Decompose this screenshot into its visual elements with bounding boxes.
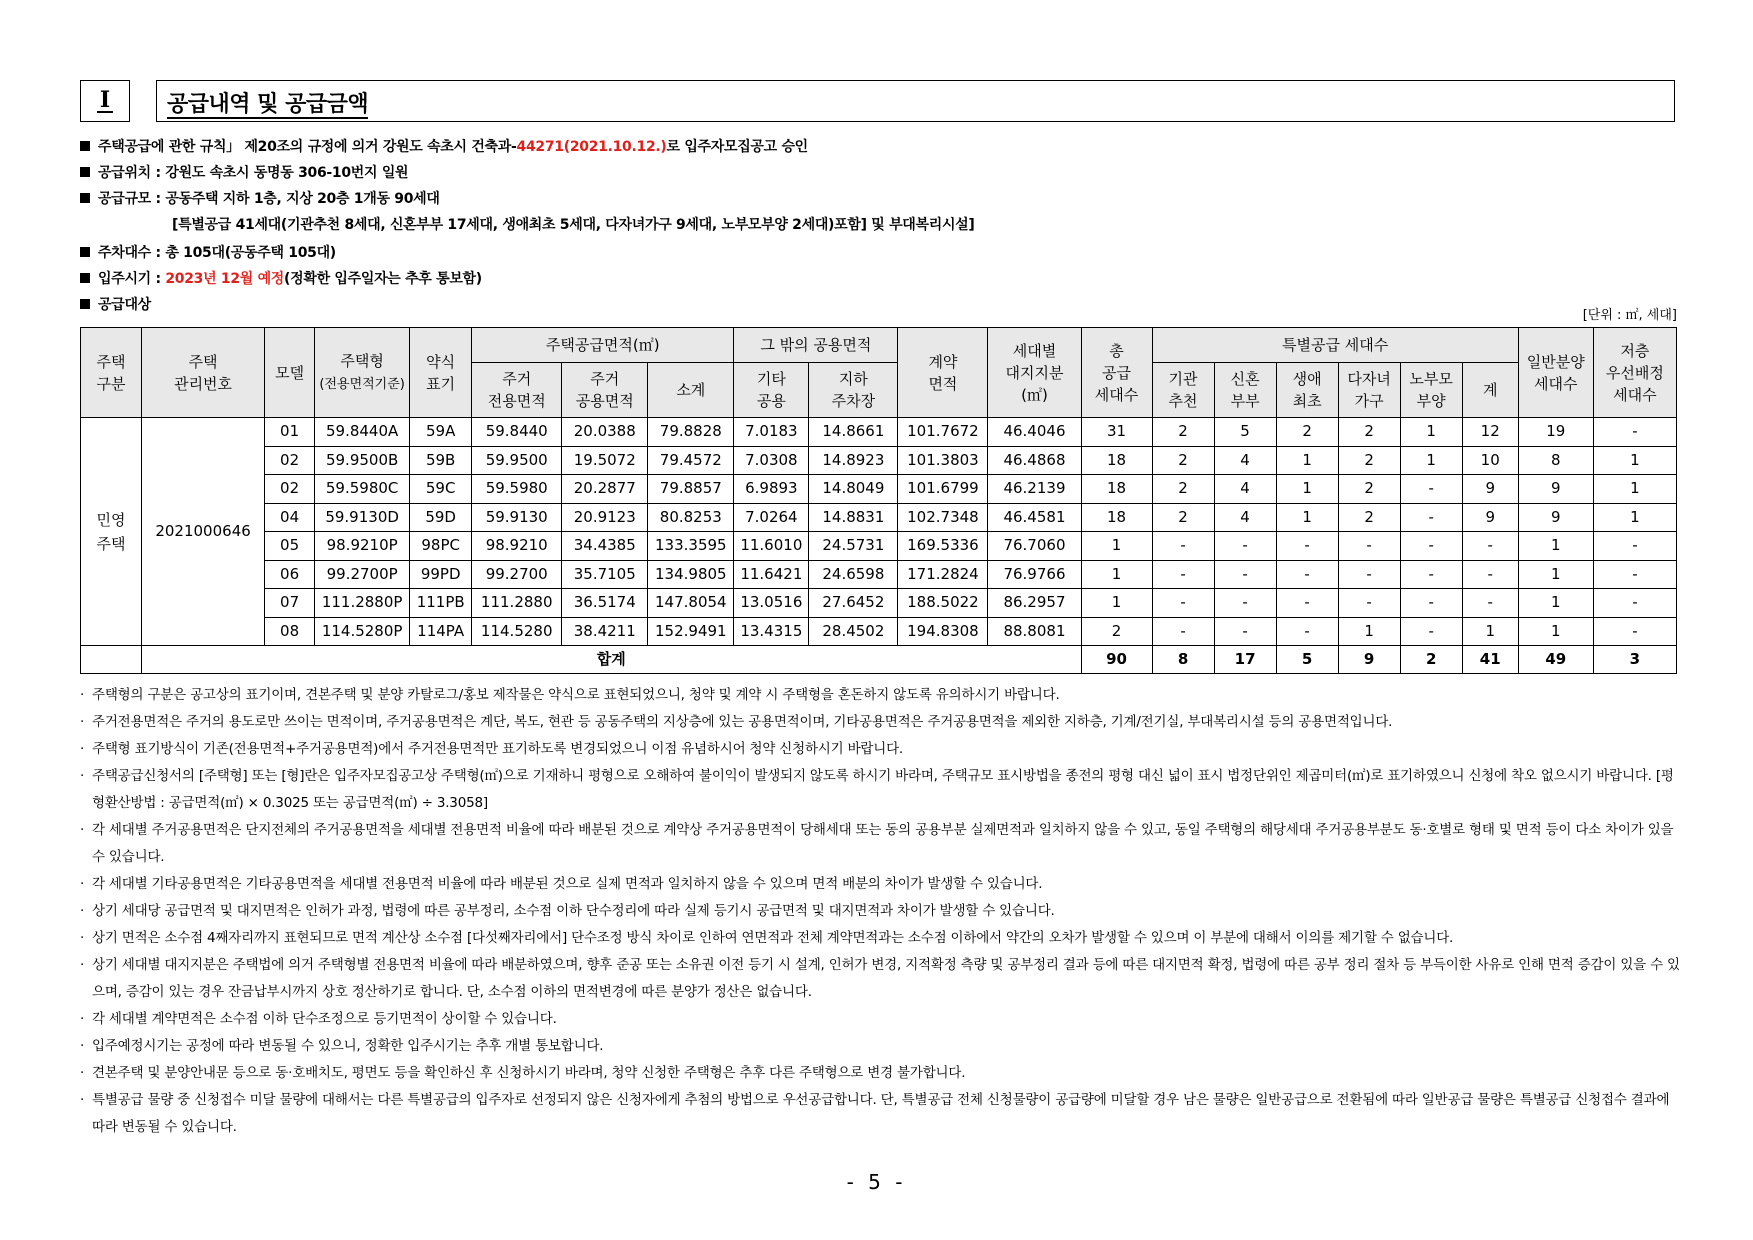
cell-sum: - xyxy=(1462,589,1518,618)
cell-general: 1 xyxy=(1518,532,1593,561)
cell-type: 99.2700P xyxy=(315,560,410,589)
cell-multi-child: - xyxy=(1338,589,1400,618)
cell-low-floor: 1 xyxy=(1593,503,1676,532)
total-label: 합계 xyxy=(142,646,1081,674)
cell-abbr: 114PA xyxy=(410,617,472,646)
cell-subtotal: 79.8857 xyxy=(648,475,734,504)
cell-low-floor: - xyxy=(1593,532,1676,561)
note-item xyxy=(80,871,1680,898)
cell-contract: 102.7348 xyxy=(898,503,988,532)
cell-total: 31 xyxy=(1081,418,1152,447)
cell-etc: 11.6010 xyxy=(734,532,809,561)
info-target-text: 공급대상 xyxy=(98,297,151,313)
cell-low-floor: 1 xyxy=(1593,446,1676,475)
info-scale-detail xyxy=(172,214,975,234)
cell-sum: 9 xyxy=(1462,503,1518,532)
info-parking-text: 주차대수 : 총 105대(공동주택 105대) xyxy=(98,245,336,261)
header-first-life: 생애 최초 xyxy=(1276,363,1338,418)
total-new: 17 xyxy=(1214,646,1276,674)
note-bullet: · xyxy=(80,930,85,946)
info-location xyxy=(80,162,408,182)
cell-excl: 59.9130 xyxy=(472,503,562,532)
cell-newlywed: - xyxy=(1214,617,1276,646)
cell-inst: 2 xyxy=(1152,503,1214,532)
total-sum: 41 xyxy=(1462,646,1518,674)
page-number: - 5 - xyxy=(846,1170,907,1194)
cell-abbr: 59B xyxy=(410,446,472,475)
move-in-date: 2023년 12월 예정 xyxy=(165,271,285,287)
cell-sum: 10 xyxy=(1462,446,1518,475)
header-special-units: 특별공급 세대수 xyxy=(1152,328,1518,363)
note-text: 특별공급 물량 중 신청접수 미달 물량에 대해서는 다른 특별공급의 입주자로 선정되지 않은 신청자에게 추첨의 방법으로 우선공급합니다. 단, 특별공급 전체 신청물량이 공급량에 미달할 경우 남은 물량은 일반공급으로 전환됨에 따라 일반공급 물량은 특별공급 신청접수 결과에 따라 변동될 수 있습니다. xyxy=(92,1092,1670,1135)
header-model: 모델 xyxy=(265,328,315,418)
info-target xyxy=(80,294,151,314)
cell-common: 20.2877 xyxy=(562,475,648,504)
cell-total: 1 xyxy=(1081,589,1152,618)
notes-list xyxy=(80,682,1680,1141)
section-title xyxy=(167,87,368,118)
cell-type: 114.5280P xyxy=(315,617,410,646)
table-row xyxy=(81,446,1677,475)
header-multi-child: 다자녀 가구 xyxy=(1338,363,1400,418)
cell-subtotal: 147.8054 xyxy=(648,589,734,618)
note-bullet: · xyxy=(80,957,85,973)
cell-newlywed: - xyxy=(1214,560,1276,589)
cell-land: 88.8081 xyxy=(988,617,1081,646)
header-abbr: 약식 표기 xyxy=(410,328,472,418)
cell-elderly: - xyxy=(1400,475,1462,504)
cell-parking: 27.6452 xyxy=(809,589,898,618)
unit-label: [단위 : ㎡, 세대] xyxy=(1582,308,1677,323)
info-regulation xyxy=(80,136,808,156)
cell-inst: - xyxy=(1152,532,1214,561)
header-house-type xyxy=(315,328,410,418)
cell-elderly: - xyxy=(1400,532,1462,561)
note-bullet: · xyxy=(80,714,85,730)
section-title-box xyxy=(156,80,1675,122)
note-item xyxy=(80,952,1680,1006)
cell-newlywed: 4 xyxy=(1214,446,1276,475)
cell-inst: - xyxy=(1152,589,1214,618)
cell-multi-child: 2 xyxy=(1338,418,1400,447)
cell-parking: 24.6598 xyxy=(809,560,898,589)
cell-subtotal: 134.9805 xyxy=(648,560,734,589)
cell-contract: 171.2824 xyxy=(898,560,988,589)
cell-sum: 9 xyxy=(1462,475,1518,504)
cell-first-life: 1 xyxy=(1276,503,1338,532)
approval-number: 44271(2021.10.12.) xyxy=(516,139,667,155)
cell-elderly: - xyxy=(1400,503,1462,532)
note-item xyxy=(80,736,1680,763)
cell-low-floor: 1 xyxy=(1593,475,1676,504)
cell-general: 1 xyxy=(1518,589,1593,618)
note-text: 상기 면적은 소수점 4째자리까지 표현되므로 면적 계산상 소수점 [다섯째자리에서] 단수조정 방식 차이로 인하여 연면적과 전체 계약면적과는 소수점 이하에서 약간의 오차가 발생할 수 있으며 이 부분에 대해서 이의를 제기할 수 없습니다. xyxy=(92,930,1454,946)
cell-contract: 101.6799 xyxy=(898,475,988,504)
cell-general: 19 xyxy=(1518,418,1593,447)
cell-elderly: 1 xyxy=(1400,418,1462,447)
cell-common: 34.4385 xyxy=(562,532,648,561)
cell-subtotal: 79.4572 xyxy=(648,446,734,475)
cell-multi-child: 2 xyxy=(1338,446,1400,475)
table-row xyxy=(81,475,1677,504)
note-item xyxy=(80,763,1680,817)
cell-common: 38.4211 xyxy=(562,617,648,646)
cell-inst: 2 xyxy=(1152,446,1214,475)
total-inst: 8 xyxy=(1152,646,1214,674)
cell-low-floor: - xyxy=(1593,418,1676,447)
info-scale-detail-text: [특별공급 41세대(기관추천 8세대, 신혼부부 17세대, 생애최초 5세대, 다자녀가구 9세대, 노부모부양 2세대)포함] 및 부대복리시설] xyxy=(172,217,975,233)
cell-type: 98.9210P xyxy=(315,532,410,561)
header-sum: 계 xyxy=(1462,363,1518,418)
cell-type: 59.9130D xyxy=(315,503,410,532)
cell-land: 46.4046 xyxy=(988,418,1081,447)
note-bullet: · xyxy=(80,1092,85,1108)
note-item xyxy=(80,1006,1680,1033)
mgmt-no-cell: 2021000646 xyxy=(142,418,265,646)
cell-abbr: 111PB xyxy=(410,589,472,618)
note-bullet: · xyxy=(80,876,85,892)
cell-common: 36.5174 xyxy=(562,589,648,618)
note-bullet: · xyxy=(80,822,85,838)
cell-contract: 101.7672 xyxy=(898,418,988,447)
cell-excl: 111.2880 xyxy=(472,589,562,618)
cell-model: 02 xyxy=(265,446,315,475)
note-bullet: · xyxy=(80,741,85,757)
cell-parking: 14.8923 xyxy=(809,446,898,475)
cell-low-floor: - xyxy=(1593,617,1676,646)
header-other-common: 그 밖의 공용면적 xyxy=(734,328,898,363)
cell-inst: - xyxy=(1152,560,1214,589)
note-item xyxy=(80,1060,1680,1087)
cell-contract: 101.3803 xyxy=(898,446,988,475)
header-house-group: 주택 구분 xyxy=(81,328,142,418)
table-row xyxy=(81,418,1677,447)
cell-etc: 6.9893 xyxy=(734,475,809,504)
cell-excl: 98.9210 xyxy=(472,532,562,561)
info-scale xyxy=(80,188,440,208)
cell-elderly: - xyxy=(1400,560,1462,589)
header-supply-area: 주택공급면적(㎡) xyxy=(472,328,734,363)
header-underground-parking: 지하 주차장 xyxy=(809,363,898,418)
cell-model: 06 xyxy=(265,560,315,589)
cell-multi-child: 1 xyxy=(1338,617,1400,646)
cell-parking: 14.8049 xyxy=(809,475,898,504)
note-item xyxy=(80,709,1680,736)
cell-multi-child: 2 xyxy=(1338,475,1400,504)
cell-inst: 2 xyxy=(1152,418,1214,447)
cell-sum: - xyxy=(1462,532,1518,561)
cell-common: 19.5072 xyxy=(562,446,648,475)
cell-subtotal: 80.8253 xyxy=(648,503,734,532)
cell-sum: - xyxy=(1462,560,1518,589)
table-row xyxy=(81,617,1677,646)
cell-etc: 7.0183 xyxy=(734,418,809,447)
header-elderly: 노부모 부양 xyxy=(1400,363,1462,418)
note-bullet: · xyxy=(80,687,85,703)
cell-etc: 13.4315 xyxy=(734,617,809,646)
note-text: 상기 세대별 대지지분은 주택법에 의거 주택형별 전용면적 비율에 따라 배분하였으며, 향후 준공 또는 소유권 이전 등기 시 설계, 인허가 변경, 지적확정 측량 및 공부정리 결과 등에 따른 대지면적 확정, 법령에 따른 공부 정리 절차 등 부득이한 사유로 인해 면적 증감이 있을 수 있으며, 증감이 있는 경우 잔금납부시까지 상호 정산하기로 합니다. 단, 소수점 이하의 면적변경에 따른 분양가 정산은 없습니다. xyxy=(92,957,1680,1000)
header-contract-area: 계약 면적 xyxy=(898,328,988,418)
note-text: 각 세대별 계약면적은 소수점 이하 단수조정으로 등기면적이 상이할 수 있습니다. xyxy=(92,1011,557,1027)
info-regulation-text: 주택공급에 관한 규칙」 제20조의 규정에 의거 강원도 속초시 건축과- xyxy=(98,139,517,155)
total-multi: 9 xyxy=(1338,646,1400,674)
header-land-share: 세대별 대지지분 (㎡) xyxy=(988,328,1081,418)
note-bullet: · xyxy=(80,903,85,919)
bullet-square-icon xyxy=(80,141,90,151)
cell-newlywed: 5 xyxy=(1214,418,1276,447)
cell-elderly: - xyxy=(1400,617,1462,646)
note-bullet: · xyxy=(80,1038,85,1054)
cell-first-life: - xyxy=(1276,589,1338,618)
note-item xyxy=(80,1087,1680,1141)
cell-land: 76.7060 xyxy=(988,532,1081,561)
table-row xyxy=(81,589,1677,618)
info-scale-text: 공급규모 : 공동주택 지하 1층, 지상 20층 1개동 90세대 xyxy=(98,191,440,207)
house-group-cell: 민영 주택 xyxy=(81,418,142,646)
section-number-text: Ⅰ xyxy=(97,89,113,113)
cell-etc: 7.0264 xyxy=(734,503,809,532)
cell-abbr: 59C xyxy=(410,475,472,504)
header-subtotal: 소계 xyxy=(648,363,734,418)
cell-excl: 99.2700 xyxy=(472,560,562,589)
cell-abbr: 98PC xyxy=(410,532,472,561)
info-location-text: 공급위치 : 강원도 속초시 동명동 306-10번지 일원 xyxy=(98,165,409,181)
note-text: 주택형 표기방식이 기존(전용면적+주거공용면적)에서 주거전용면적만 표기하도록 변경되었으니 이점 유념하시어 청약 신청하시기 바랍니다. xyxy=(92,741,904,757)
cell-sum: 1 xyxy=(1462,617,1518,646)
note-item xyxy=(80,898,1680,925)
note-bullet: · xyxy=(80,768,85,784)
cell-common: 35.7105 xyxy=(562,560,648,589)
cell-parking: 24.5731 xyxy=(809,532,898,561)
note-item xyxy=(80,817,1680,871)
cell-elderly: 1 xyxy=(1400,446,1462,475)
cell-sum: 12 xyxy=(1462,418,1518,447)
table-row xyxy=(81,503,1677,532)
cell-parking: 14.8831 xyxy=(809,503,898,532)
cell-contract: 188.5022 xyxy=(898,589,988,618)
info-parking xyxy=(80,242,336,262)
bullet-square-icon xyxy=(80,273,90,283)
cell-general: 1 xyxy=(1518,560,1593,589)
header-excl-area: 주거 전용면적 xyxy=(472,363,562,418)
table-row xyxy=(81,560,1677,589)
cell-land: 76.9766 xyxy=(988,560,1081,589)
header-house-type-text: 주택형 xyxy=(340,351,384,370)
cell-newlywed: 4 xyxy=(1214,475,1276,504)
cell-total: 18 xyxy=(1081,446,1152,475)
note-text: 입주예정시기는 공정에 따라 변동될 수 있으니, 정확한 입주시기는 추후 개별 통보합니다. xyxy=(92,1038,604,1054)
cell-parking: 14.8661 xyxy=(809,418,898,447)
cell-low-floor: - xyxy=(1593,560,1676,589)
header-newlywed: 신혼 부부 xyxy=(1214,363,1276,418)
bullet-square-icon xyxy=(80,167,90,177)
cell-multi-child: - xyxy=(1338,532,1400,561)
cell-model: 05 xyxy=(265,532,315,561)
cell-type: 59.9500B xyxy=(315,446,410,475)
note-text: 주거전용면적은 주거의 용도로만 쓰이는 면적이며, 주거공용면적은 계단, 복도, 현관 등 공동주택의 지상층에 있는 공용면적이며, 기타공용면적은 주거공용면적을 제외한 지하층, 기계/전기실, 부대복리시설 등의 공용면적입니다. xyxy=(92,714,1393,730)
header-total-units: 총 공급 세대수 xyxy=(1081,328,1152,418)
cell-contract: 169.5336 xyxy=(898,532,988,561)
info-move-in-label: 입주시기 : xyxy=(98,271,166,287)
cell-etc: 13.0516 xyxy=(734,589,809,618)
cell-subtotal: 133.3595 xyxy=(648,532,734,561)
cell-model: 07 xyxy=(265,589,315,618)
info-regulation-tail: 로 입주자모집공고 승인 xyxy=(666,139,808,155)
total-row xyxy=(81,646,1677,674)
header-low-floor: 저층 우선배정 세대수 xyxy=(1593,328,1676,418)
total-first: 5 xyxy=(1276,646,1338,674)
cell-inst: - xyxy=(1152,617,1214,646)
total-row-blank xyxy=(81,646,142,674)
cell-common: 20.9123 xyxy=(562,503,648,532)
cell-inst: 2 xyxy=(1152,475,1214,504)
note-text: 견본주택 및 분양안내문 등으로 동·호배치도, 평면도 등을 확인하신 후 신청하시기 바라며, 청약 신청한 주택형은 추후 다른 주택형으로 변경 불가합니다. xyxy=(92,1065,966,1081)
cell-type: 59.5980C xyxy=(315,475,410,504)
cell-excl: 114.5280 xyxy=(472,617,562,646)
bullet-square-icon xyxy=(80,193,90,203)
cell-first-life: - xyxy=(1276,532,1338,561)
cell-common: 20.0388 xyxy=(562,418,648,447)
total-low: 3 xyxy=(1593,646,1676,674)
cell-abbr: 59D xyxy=(410,503,472,532)
cell-general: 9 xyxy=(1518,475,1593,504)
section-number xyxy=(80,80,130,122)
note-text: 주택공급신청서의 [주택형] 또는 [형]란은 입주자모집공고상 주택형(㎡)으로 기재하니 평형으로 오해하여 불이익이 발생되지 않도록 하시기 바라며, 주택규모 표시방법을 종전의 평형 대신 넓이 표시 법정단위인 제곱미터(㎡)로 표기하였으니 신청에 착오 없으시기 바랍니다. [평형환산방법 : 공급면적(㎡) × 0.3025 또는 공급면적(㎡) ÷ 3.3058] xyxy=(92,768,1674,811)
cell-land: 86.2957 xyxy=(988,589,1081,618)
cell-land: 46.4581 xyxy=(988,503,1081,532)
cell-newlywed: - xyxy=(1214,532,1276,561)
bullet-square-icon xyxy=(80,247,90,257)
note-item xyxy=(80,925,1680,952)
cell-type: 111.2880P xyxy=(315,589,410,618)
note-bullet: · xyxy=(80,1011,85,1027)
cell-elderly: - xyxy=(1400,589,1462,618)
cell-low-floor: - xyxy=(1593,589,1676,618)
cell-land: 46.4868 xyxy=(988,446,1081,475)
supply-table-body xyxy=(81,418,1677,674)
cell-first-life: 2 xyxy=(1276,418,1338,447)
cell-etc: 7.0308 xyxy=(734,446,809,475)
total-gen: 49 xyxy=(1518,646,1593,674)
cell-first-life: 1 xyxy=(1276,446,1338,475)
cell-general: 1 xyxy=(1518,617,1593,646)
note-text: 각 세대별 주거공용면적은 단지전체의 주거공용면적을 세대별 전용면적 비율에 따라 배분된 것으로 계약상 주거공용면적이 당해세대 또는 동의 공용부분 실제면적과 일치하지 않을 수 있고, 동일 주택형의 해당세대 주거공용부분도 동·호별로 형태 및 면적 등이 다소 차이가 있을 수 있습니다. xyxy=(92,822,1674,865)
supply-table xyxy=(80,327,1677,674)
cell-subtotal: 152.9491 xyxy=(648,617,734,646)
cell-abbr: 59A xyxy=(410,418,472,447)
cell-total: 18 xyxy=(1081,503,1152,532)
bullet-square-icon xyxy=(80,299,90,309)
cell-excl: 59.9500 xyxy=(472,446,562,475)
cell-newlywed: 4 xyxy=(1214,503,1276,532)
cell-model: 02 xyxy=(265,475,315,504)
header-house-type-sub: (전용면적기준) xyxy=(319,376,405,392)
cell-multi-child: 2 xyxy=(1338,503,1400,532)
cell-total: 2 xyxy=(1081,617,1152,646)
cell-model: 04 xyxy=(265,503,315,532)
cell-excl: 59.8440 xyxy=(472,418,562,447)
cell-etc: 11.6421 xyxy=(734,560,809,589)
header-common-area: 주거 공용면적 xyxy=(562,363,648,418)
cell-land: 46.2139 xyxy=(988,475,1081,504)
cell-total: 18 xyxy=(1081,475,1152,504)
note-text: 주택형의 구분은 공고상의 표기이며, 견본주택 및 분양 카탈로그/홍보 제작물은 약식으로 표현되었으니, 청약 및 계약 시 주택형을 혼돈하지 않도록 유의하시기 바랍니다. xyxy=(92,687,1060,703)
info-move-in-note: (정확한 입주일자는 추후 통보함) xyxy=(284,271,482,287)
cell-total: 1 xyxy=(1081,560,1152,589)
section-title-text: 공급내역 및 공급금액 xyxy=(167,92,369,117)
cell-abbr: 99PD xyxy=(410,560,472,589)
note-text: 상기 세대당 공급면적 및 대지면적은 인허가 과정, 법령에 따른 공부정리, 소수점 이하 단수정리에 따라 실제 등기시 공급면적 및 대지면적과 차이가 발생할 수 있습니다. xyxy=(92,903,1055,919)
cell-model: 08 xyxy=(265,617,315,646)
cell-contract: 194.8308 xyxy=(898,617,988,646)
cell-parking: 28.4502 xyxy=(809,617,898,646)
note-item xyxy=(80,682,1680,709)
cell-excl: 59.5980 xyxy=(472,475,562,504)
note-item xyxy=(80,1033,1680,1060)
cell-subtotal: 79.8828 xyxy=(648,418,734,447)
total-total: 90 xyxy=(1081,646,1152,674)
section-header xyxy=(80,80,1676,122)
cell-general: 8 xyxy=(1518,446,1593,475)
header-inst: 기관 추천 xyxy=(1152,363,1214,418)
cell-total: 1 xyxy=(1081,532,1152,561)
cell-first-life: - xyxy=(1276,617,1338,646)
info-move-in xyxy=(80,268,482,288)
cell-first-life: 1 xyxy=(1276,475,1338,504)
cell-general: 9 xyxy=(1518,503,1593,532)
header-general-units: 일반분양 세대수 xyxy=(1518,328,1593,418)
header-mgmt-no: 주택 관리번호 xyxy=(142,328,265,418)
table-row xyxy=(81,532,1677,561)
cell-multi-child: - xyxy=(1338,560,1400,589)
header-etc-common: 기타 공용 xyxy=(734,363,809,418)
note-bullet: · xyxy=(80,1065,85,1081)
cell-model: 01 xyxy=(265,418,315,447)
total-elder: 2 xyxy=(1400,646,1462,674)
cell-first-life: - xyxy=(1276,560,1338,589)
cell-type: 59.8440A xyxy=(315,418,410,447)
note-text: 각 세대별 기타공용면적은 기타공용면적을 세대별 전용면적 비율에 따라 배분된 것으로 실제 면적과 일치하지 않을 수 있으며 면적 배분의 차이가 발생할 수 있습니다. xyxy=(92,876,1043,892)
cell-newlywed: - xyxy=(1214,589,1276,618)
